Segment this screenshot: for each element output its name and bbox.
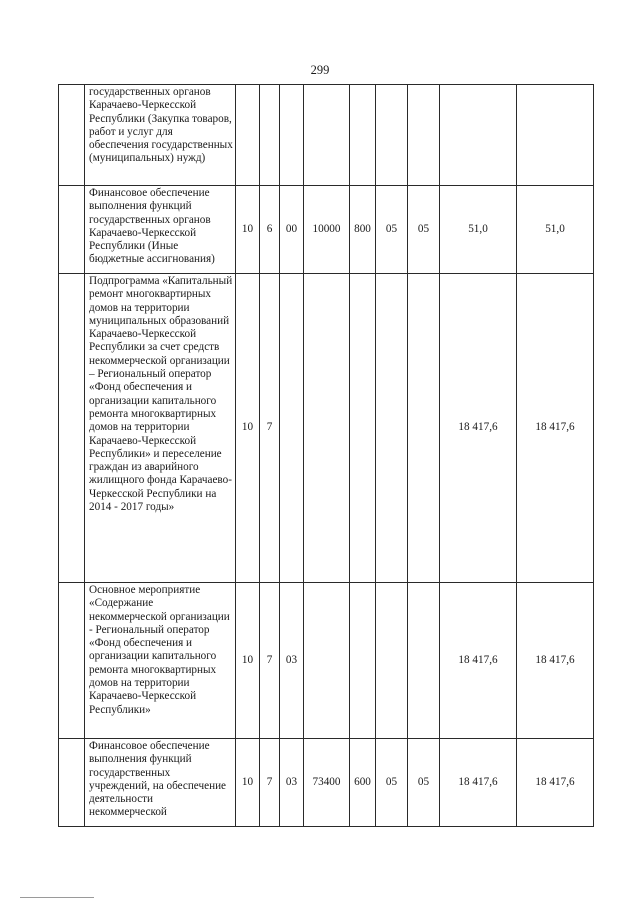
group-code-cell — [376, 583, 408, 739]
amount-cell — [517, 85, 594, 186]
amount-cell: 18 417,6 — [517, 583, 594, 739]
expense-type-cell — [350, 583, 376, 739]
sub-code-cell — [408, 274, 440, 583]
amount-cell: 18 417,6 — [517, 739, 594, 827]
group-code-cell — [376, 274, 408, 583]
amount-cell: 18 417,6 — [517, 274, 594, 583]
amount-cell: 18 417,6 — [440, 274, 517, 583]
program-code-cell: 03 — [280, 583, 304, 739]
section-cell: 10 — [236, 583, 260, 739]
amount-cell — [440, 85, 517, 186]
program-code-cell — [280, 85, 304, 186]
subsection-cell: 7 — [260, 583, 280, 739]
section-cell: 10 — [236, 186, 260, 274]
target-code-cell: 73400 — [304, 739, 350, 827]
program-code-cell — [280, 274, 304, 583]
index-cell — [59, 583, 85, 739]
amount-cell: 51,0 — [440, 186, 517, 274]
scan-edge-line — [20, 897, 94, 898]
target-code-cell — [304, 583, 350, 739]
expense-type-cell — [350, 85, 376, 186]
target-code-cell — [304, 85, 350, 186]
amount-cell: 18 417,6 — [440, 583, 517, 739]
index-cell — [59, 85, 85, 186]
expense-type-cell: 600 — [350, 739, 376, 827]
item-name-cell: Финансовое обеспечение выполнения функций государственных органов Карачаево-Черкесской Республики (Иные бюджетные ассигнования) — [85, 186, 236, 274]
item-name-cell: Основное мероприятие «Содержание некоммерческой организации - Региональный оператор «Фонд обеспечения и организации капитального ремонта многоквартирных домов на территории Карачаево-Черкесской Республики» — [85, 583, 236, 739]
budget-table — [58, 84, 594, 827]
table-row — [59, 186, 594, 274]
program-code-cell: 03 — [280, 739, 304, 827]
subsection-cell: 7 — [260, 274, 280, 583]
sub-code-cell — [408, 583, 440, 739]
section-cell: 10 — [236, 739, 260, 827]
table-row — [59, 583, 594, 739]
expense-type-cell — [350, 274, 376, 583]
target-code-cell: 10000 — [304, 186, 350, 274]
amount-cell: 51,0 — [517, 186, 594, 274]
table-row — [59, 274, 594, 583]
target-code-cell — [304, 274, 350, 583]
sub-code-cell — [408, 85, 440, 186]
item-name-cell: Подпрограмма «Капитальный ремонт многоквартирных домов на территории муниципальных образований Карачаево-Черкесской Республики за счет средств некоммерческой организации – Региональный оператор «Фонд обеспечения и организации капитального ремонта многоквартирных домов на территории Карачаево-Черкесской Республики» и переселение граждан из аварийного жилищного фонда Карачаево-Черкесской Республики на 2014 - 2017 годы» — [85, 274, 236, 583]
section-cell — [236, 85, 260, 186]
item-name-cell: Финансовое обеспечение выполнения функций государственных учреждений, на обеспечение деятельности некоммерческой — [85, 739, 236, 827]
table-row — [59, 85, 594, 186]
subsection-cell: 7 — [260, 739, 280, 827]
sub-code-cell: 05 — [408, 186, 440, 274]
page-number: 299 — [310, 63, 330, 77]
subsection-cell: 6 — [260, 186, 280, 274]
expense-type-cell: 800 — [350, 186, 376, 274]
index-cell — [59, 739, 85, 827]
item-name-cell: государственных органов Карачаево-Черкесской Республики (Закупка товаров, работ и услуг для обеспечения государственных (муниципальных) нужд) — [85, 85, 236, 186]
group-code-cell: 05 — [376, 186, 408, 274]
amount-cell: 18 417,6 — [440, 739, 517, 827]
program-code-cell: 00 — [280, 186, 304, 274]
table-row — [59, 739, 594, 827]
subsection-cell — [260, 85, 280, 186]
group-code-cell — [376, 85, 408, 186]
index-cell — [59, 186, 85, 274]
group-code-cell: 05 — [376, 739, 408, 827]
section-cell: 10 — [236, 274, 260, 583]
index-cell — [59, 274, 85, 583]
sub-code-cell: 05 — [408, 739, 440, 827]
